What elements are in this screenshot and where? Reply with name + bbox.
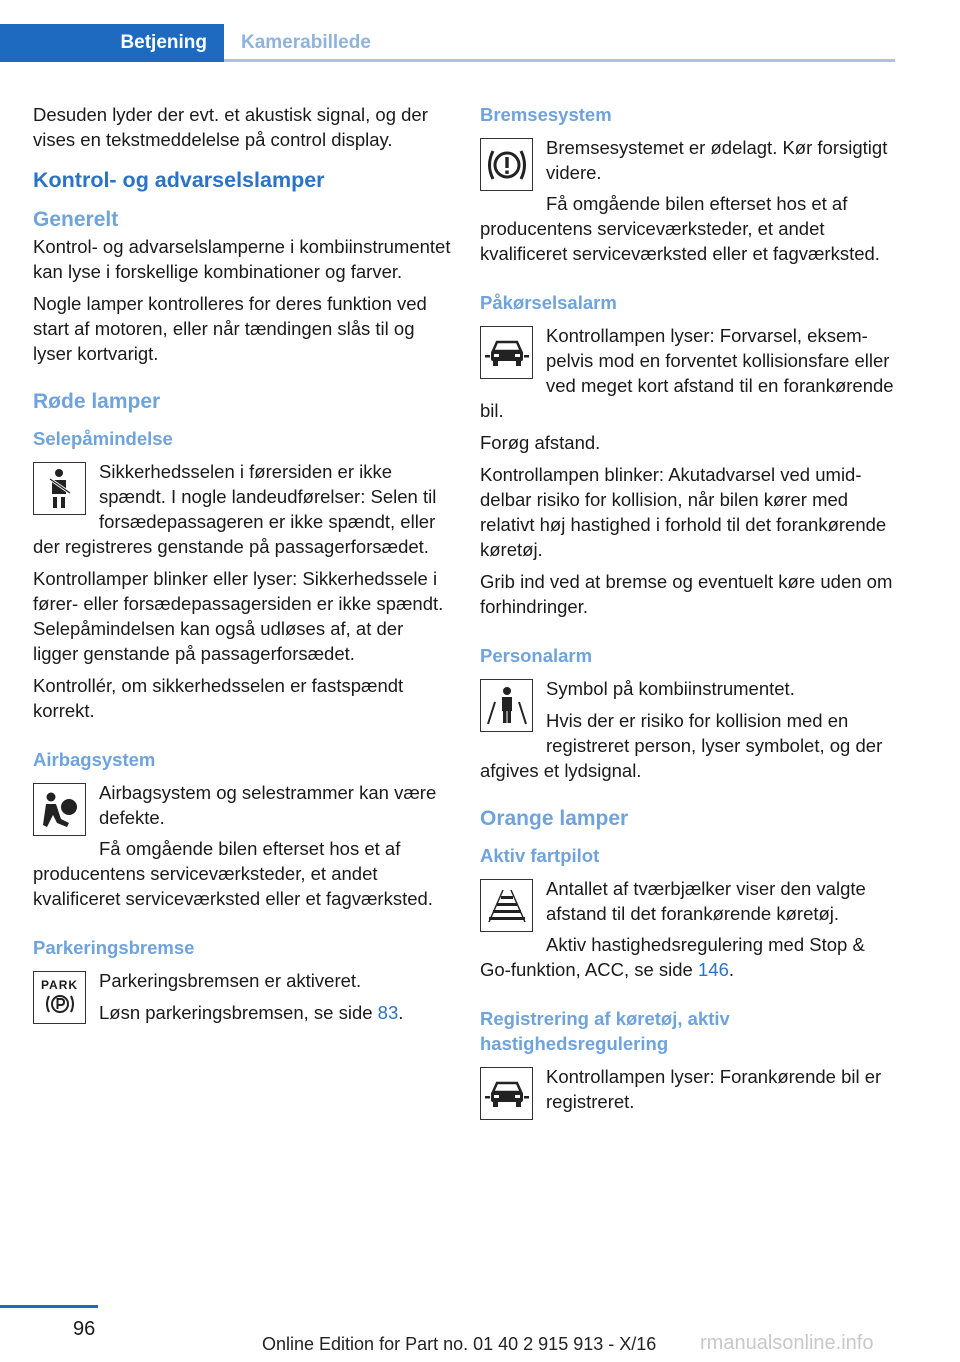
page-link-146[interactable]: 146 — [698, 959, 729, 980]
airbag-paragraph-1: Airbagsystem og selestrammer kan være defekte. — [99, 782, 437, 828]
car-collision-icon — [480, 326, 533, 379]
paak-paragraph-2: Forøg afstand. — [480, 432, 601, 453]
watermark: rmanualsonline.info — [700, 1332, 874, 1354]
airbag-block — [33, 780, 451, 836]
page-link-83[interactable]: 83 — [377, 1002, 399, 1023]
heading-rode-lamper: Røde lamper — [33, 390, 161, 413]
distance-bars-icon — [480, 879, 533, 932]
footer-rule — [0, 1305, 98, 1308]
paak-paragraph-3: Kontrollampen blinker: Akutadvarsel ved umiddelbar risiko for kollision, når bilen kører med relativt høj hastighed i forhold til det forankørende køretøj. — [480, 464, 887, 560]
left-column — [33, 102, 451, 1032]
person-block — [480, 676, 898, 783]
bremse-block — [480, 135, 898, 191]
registrering-block — [480, 1064, 898, 1120]
heading-personalarm: Personalarm — [480, 645, 593, 666]
paak-paragraph-1: Kontrollampen lyser: Forvarsel, eksempelvis mod en forventet kollisionsfare eller ved meget kort afstand til en forankørende bil. — [480, 325, 894, 421]
person-paragraph-2: Hvis der er risiko for kollision med en registreret person, lyser symbolet, og der afgives et lydsignal. — [480, 710, 883, 781]
park-paragraph-2-end: . — [398, 1002, 404, 1023]
person-paragraph-1: Symbol på kombiinstrumentet. — [546, 678, 795, 699]
fart-paragraph-1: Antallet af tværbjælker viser den valgte afstand til det forankørende køretøj. — [546, 878, 866, 924]
heading-selepaamindelse: Selepåmindelse — [33, 428, 173, 449]
paakorsel-block — [480, 323, 898, 423]
heading-airbag: Airbagsystem — [33, 749, 156, 770]
fartpilot-block — [480, 876, 898, 932]
header-rule — [224, 59, 895, 62]
airbag-icon — [33, 783, 86, 836]
brake-warning-icon — [480, 138, 533, 191]
generelt-paragraph-2: Nogle lamper kontrolleres for deres funktion ved start af motoren, eller når tændingen slås til og lyser kortvarigt. — [33, 293, 427, 364]
park-paragraph-2-text: Løsn parkeringsbremsen, se side — [99, 1002, 378, 1023]
fart-paragraph-2-end: . — [728, 959, 735, 980]
bremse-paragraph-1: Bremsesystemet er ødelagt. Kør forsigtigt videre. — [546, 137, 888, 183]
sele-paragraph-2: Kontrollamper blinker eller lyser: Sikkerhedssele i fører- eller forsædepassagersiden er ikke spændt. Selepåmindelsen kan også udløses af, at der ligger genstande på passagerforsædet. — [33, 568, 444, 664]
heading-aktiv-fartpilot: Aktiv fartpilot — [480, 845, 600, 866]
tab-kamerabillede-label: Kamerabillede — [241, 32, 371, 53]
airbag-paragraph-2: Få omgående bilen efterset hos et af producentens serviceværksteder, et andet kvalificeret serviceværksted eller et fagværksted. — [33, 838, 433, 909]
fart-paragraph-2-text: Aktiv hastighedsregulering med Stop & Go-funktion, ACC, se side — [480, 934, 865, 980]
sele-paragraph-3: Kontrollér, om sikkerhedsselen er fastspændt korrekt. — [33, 675, 404, 721]
heading-bremsesystem: Bremsesystem — [480, 104, 612, 125]
heading-paakorselsalarm: Påkørselsalarm — [480, 292, 617, 313]
heading-registrering: Registrering af køretøj, aktiv hastighedsregulering — [480, 1008, 730, 1054]
sele-paragraph-1: Sikkerhedsselen i førersiden er ikke spændt. I nogle landeudførelser: Selen til forsædepassageren er ikke spændt, eller der registreres genstande på passagerforsædet. — [33, 461, 437, 557]
heading-kontrol: Kontrol- og advarselslamper — [33, 168, 325, 192]
tab-kamerabillede[interactable] — [241, 24, 371, 62]
intro-paragraph: Desuden lyder der evt. et akustisk signal, og der vises en tekstmeddelelse på control display. — [33, 104, 428, 150]
park-block — [33, 968, 451, 1025]
paak-paragraph-4: Grib ind ved at bremse og eventuelt køre uden om forhindringer. — [480, 571, 893, 617]
fart-paragraph-2 — [480, 932, 898, 982]
page-header — [0, 24, 895, 62]
car-detected-icon — [480, 1067, 533, 1120]
park-icon-label: PARK — [40, 978, 79, 992]
right-column — [480, 102, 898, 1124]
seatbelt-block — [33, 459, 451, 559]
heading-generelt: Generelt — [33, 208, 119, 231]
generelt-paragraph-1: Kontrol- og advarselslamperne i kombiinstrumentet kan lyse i forskellige kombinationer og farver. — [33, 236, 451, 282]
bremse-paragraph-2: Få omgående bilen efterset hos et af producentens serviceværksteder, et andet kvalificeret serviceværksted eller et fagværksted. — [480, 193, 880, 264]
tab-betjening[interactable] — [0, 24, 224, 62]
park-brake-icon — [33, 971, 86, 1024]
page-number: 96 — [73, 1318, 96, 1340]
seatbelt-icon — [33, 462, 86, 515]
tab-betjening-label: Betjening — [120, 32, 207, 53]
park-paragraph-1: Parkeringsbremsen er aktiveret. — [99, 970, 362, 991]
edition-text: Online Edition for Part no. 01 40 2 915 913 - X/16 — [262, 1334, 657, 1354]
park-paragraph-2 — [33, 1000, 451, 1025]
heading-orange-lamper: Orange lamper — [480, 807, 629, 830]
heading-parkeringsbremse: Parkeringsbremse — [33, 937, 195, 958]
reg-paragraph-1: Kontrollampen lyser: Forankørende bil er registreret. — [546, 1066, 882, 1112]
pedestrian-icon — [480, 679, 533, 732]
